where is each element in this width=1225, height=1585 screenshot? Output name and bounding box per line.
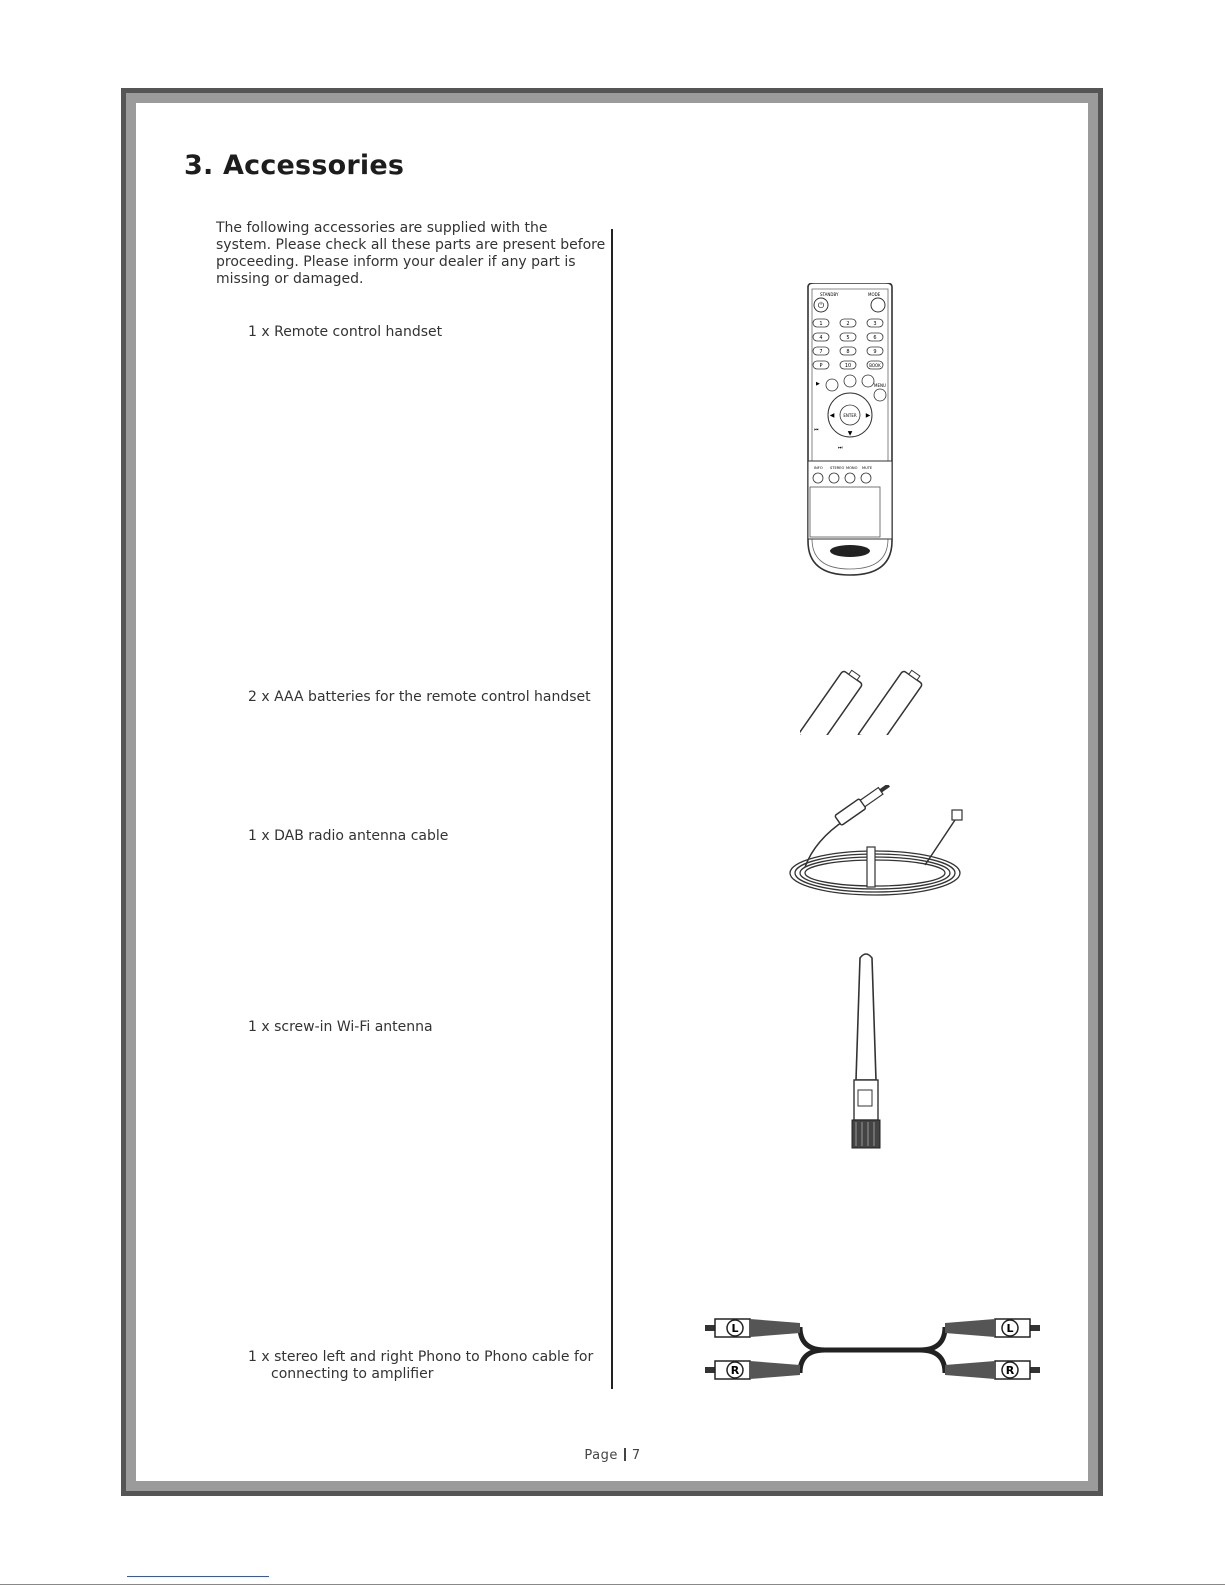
remote-key-label: 3 xyxy=(873,321,877,327)
remote-key-label: 6 xyxy=(873,335,877,341)
item-wifi-antenna-label: 1 x screw-in Wi-Fi antenna xyxy=(248,1019,433,1035)
remote-mono-label: MONO xyxy=(846,466,858,470)
phono-cable-illustration xyxy=(705,1315,1040,1385)
remote-enter-label: ENTER xyxy=(843,413,857,418)
remote-stereo-label: STEREO xyxy=(830,466,845,470)
phono-plug-left-top xyxy=(705,1319,800,1337)
footer-page-label: Page xyxy=(584,1448,618,1463)
remote-control-illustration xyxy=(800,283,900,578)
remote-key-label: 4 xyxy=(819,335,823,341)
footer-separator xyxy=(624,1448,626,1461)
previous-track-icon: ⏮ xyxy=(814,427,819,433)
batteries-illustration xyxy=(800,645,960,735)
down-arrow-icon: ▼ xyxy=(847,430,853,437)
item-phono-cable xyxy=(248,1349,593,1383)
next-track-icon: ⏭ xyxy=(838,445,843,451)
intro-paragraph: The following accessories are supplied with the system. Please check all these parts are present before proceeding. Please inform your dealer if any part is missing or damaged. xyxy=(216,220,606,287)
remote-mode-button xyxy=(871,298,885,312)
wifi-antenna-illustration xyxy=(848,950,884,1150)
left-arrow-icon: ◀ xyxy=(829,412,835,419)
dab-antenna-cable-illustration xyxy=(775,785,975,915)
phono-plug-left-bottom xyxy=(705,1361,800,1379)
page-footer xyxy=(0,1448,1225,1463)
remote-key-label: 5 xyxy=(846,335,850,341)
power-icon: ⏻ xyxy=(817,301,825,310)
section-title: 3. Accessories xyxy=(184,150,405,181)
item-dab-antenna xyxy=(248,828,448,845)
item-remote-control xyxy=(248,324,442,341)
remote-key-label: 10 xyxy=(844,363,852,369)
remote-key-label: 7 xyxy=(819,349,823,355)
menu-button xyxy=(874,389,886,401)
item-remote-control-label: 1 x Remote control handset xyxy=(248,324,443,340)
remote-key-label: 9 xyxy=(873,349,877,355)
phono-right-label: R xyxy=(1005,1364,1015,1377)
remote-info-label: INFO xyxy=(814,466,823,470)
item-batteries xyxy=(248,689,591,706)
remote-standby-label: STANDBY xyxy=(820,292,839,297)
battery-right xyxy=(855,666,926,735)
item-dab-antenna-label: 1 x DAB radio antenna cable xyxy=(248,828,449,844)
footer-page-number: 7 xyxy=(631,1448,641,1463)
remote-key-label: 8 xyxy=(846,349,850,355)
remote-logo xyxy=(830,545,870,557)
remote-key-label: 1 xyxy=(819,321,823,327)
pause-button xyxy=(844,375,856,387)
item-phono-cable-continuation: connecting to amplifier xyxy=(271,1366,434,1382)
battery-left xyxy=(800,666,866,735)
phono-plug-right-bottom xyxy=(945,1361,1040,1379)
column-divider xyxy=(611,229,613,1389)
phono-plug-right-top xyxy=(945,1319,1040,1337)
phono-right-label: R xyxy=(730,1364,740,1377)
phono-left-label: L xyxy=(1006,1322,1014,1335)
remote-mute-label: MUTE xyxy=(862,466,873,470)
remote-key-label: P xyxy=(819,363,823,369)
right-arrow-icon: ▶ xyxy=(865,412,871,419)
remote-mode-label: MODE xyxy=(868,292,881,297)
dab-connector xyxy=(835,785,893,826)
item-wifi-antenna xyxy=(248,1019,433,1036)
play-icon: ▶ xyxy=(816,381,820,387)
remote-key-label: BOOK xyxy=(869,363,881,368)
item-phono-cable-label: 1 x stereo left and right Phono to Phono cable for xyxy=(248,1349,594,1365)
remote-menu-label: MENU xyxy=(874,383,886,388)
bottom-link-underline xyxy=(127,1576,269,1577)
phono-left-label: L xyxy=(731,1322,739,1335)
remote-key-label: 2 xyxy=(846,321,850,327)
stop-button xyxy=(862,375,874,387)
item-batteries-label: 2 x AAA batteries for the remote control handset xyxy=(248,689,591,705)
